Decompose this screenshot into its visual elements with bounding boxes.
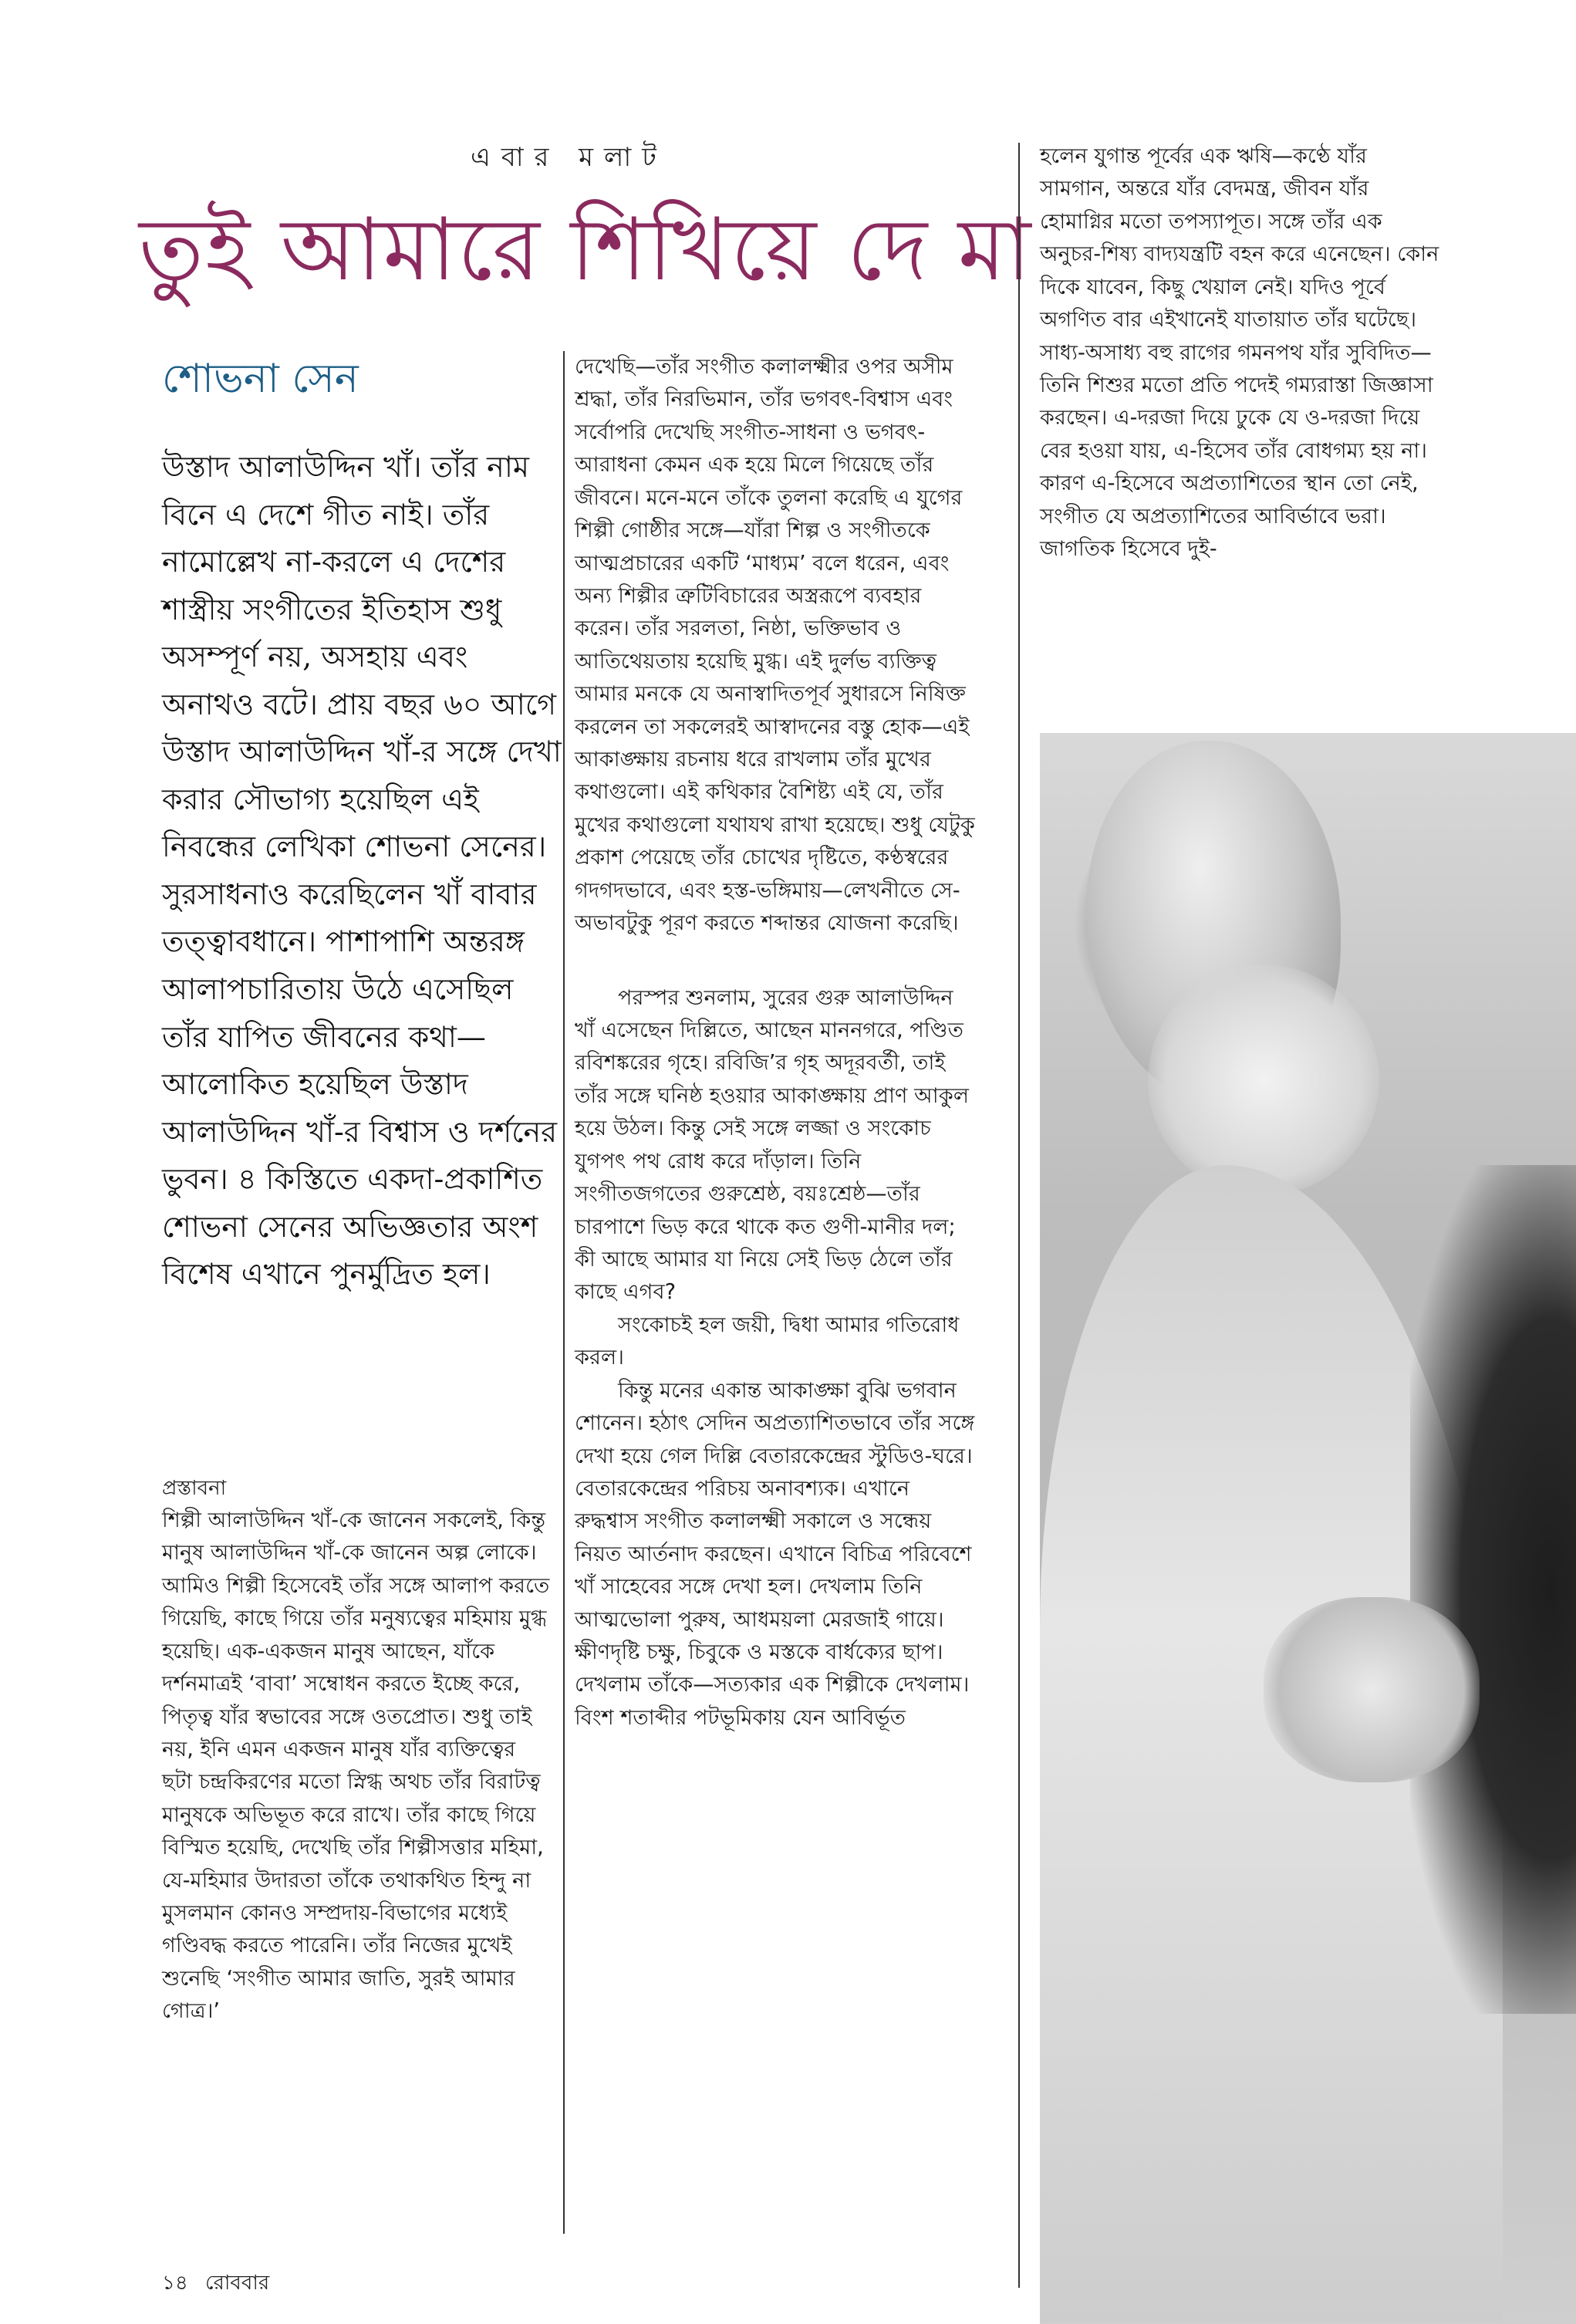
column-divider <box>1018 143 1020 2288</box>
column-2-paragraph-3: সংকোচই হল জয়ী, দ্বিধা আমার গতিরোধ করল। <box>575 1312 960 1370</box>
column-3-text <box>1040 140 1441 566</box>
photo-beard-shape <box>1148 964 1379 1196</box>
page-footer <box>162 2267 393 2301</box>
section-heading: প্রস্তাবনা <box>162 1477 227 1500</box>
portrait-photo <box>1040 733 1576 2324</box>
article-intro: উস্তাদ আলাউদ্দিন খাঁ। তাঁর নাম বিনে এ দেশে গীত নাই। তাঁর নামোল্লেখ না-করলে এ দেশের শাস্ত্রীয় সংগীতের ইতিহাস শুধু অসম্পূর্ণ নয়, অসহায় এবং অনাথও বটে। প্রায় বছর ৬০ আগে উস্তাদ আলাউদ্দিন খাঁ-র সঙ্গে দেখা করার সৌভাগ্য হয়েছিল এই নিবন্ধের লেখিকা শোভনা সেনের। সুরসাধনাও করেছিলেন খাঁ বাবার তত্ত্বাবধানে। পাশাপাশি অন্তরঙ্গ আলাপচারিতায় উঠে এসেছিল তাঁর যাপিত জীবনের কথা—আলোকিত হয়েছিল উস্তাদ আলাউদ্দিন খাঁ-র বিশ্বাস ও দর্শনের ভুবন। ৪ কিস্তিতে একদা-প্রকাশিত শোভনা সেনের অভিজ্ঞতার অংশ বিশেষ এখানে পুনর্মুদ্রিত হল। <box>162 450 562 1292</box>
article-title: তুই আমারে শিখিয়ে দে মা <box>139 200 1033 300</box>
column-3-paragraph: হলেন যুগান্ত পূর্বের এক ঋষি—কণ্ঠে যাঁর সামগান, অন্তরে যাঁর বেদমন্ত্র, জীবন যাঁর হোমাগ্নির মতো তপস্যাপূত। সঙ্গে তাঁর এক অনুচর-শিষ্য বাদ্যযন্ত্রটি বহন করে এনেছেন। কোন দিকে যাবেন, কিছু খেয়াল নেই। যদিও পূর্বে অগণিত বার এইখানেই যাতায়াত তাঁর ঘটেছে। সাধ্য-অসাধ্য বহু রাগের গমনপথ যাঁর সুবিদিত—তিনি শিশুর মতো প্রতি পদেই গম্যরাস্তা জিজ্ঞাসা করছেন। এ-দরজা দিয়ে ঢুকে যে ও-দরজা দিয়ে বের হওয়া যায়, এ-হিসেব তাঁর বোধগম্য হয় না। কারণ এ-হিসেবে অপ্রত্যাশিতের স্থান তো নেই, সংগীত যে অপ্রত্যাশিতের আবির্ভাবে ভরা। জাগতিক হিসেবে দুই- <box>1040 144 1439 562</box>
column-2-paragraph-4: কিন্তু মনের একান্ত আকাঙ্ক্ষা বুঝি ভগবান শোনেন। হঠাৎ সেদিন অপ্রত্যাশিতভাবে তাঁর সঙ্গে দেখা হয়ে গেল দিল্লি বেতারকেন্দ্রের স্টুডিও-ঘরে। বেতারকেন্দ্রের পরিচয় অনাবশ্যক। এখানে রুদ্ধশ্বাস সংগীত কলালক্ষ্মী সকালে ও সন্ধেয় নিয়ত আর্তনাদ করছেন। এখানে বিচিত্র পরিবেশে খাঁ সাহেবের সঙ্গে দেখা হল। দেখলাম তিনি আত্মভোলা পুরুষ, আধময়লা মেরজাই গায়ে। ক্ষীণদৃষ্টি চক্ষু, চিবুকে ও মস্তকে বার্ধক্যের ছাপ। দেখলাম তাঁকে—সত্যকার এক শিল্পীকে দেখলাম। বিংশ শতাব্দীর পটভূমিকায় যেন আবির্ভূত <box>575 1378 975 1730</box>
column-1-text <box>162 1505 552 2028</box>
section-kicker: এবার মলাট <box>471 142 667 173</box>
column-divider <box>563 351 565 2234</box>
photo-shadow-shape <box>1410 1165 1576 2014</box>
magazine-name: রোববার <box>205 2272 270 2295</box>
column-2-paragraph-1: দেখেছি—তাঁর সংগীত কলালক্ষ্মীর ওপর অসীম শ্রদ্ধা, তাঁর নিরভিমান, তাঁর ভগবৎ-বিশ্বাস এবং সর্বোপরি দেখেছি সংগীত-সাধনা ও ভগবৎ-আরাধনা কেমন এক হয়ে মিলে গিয়েছে তাঁর জীবনে। মনে-মনে তাঁকে তুলনা করেছি এ যুগের শিল্পী গোষ্ঠীর সঙ্গে—যাঁরা শিল্প ও সংগীতকে আত্মপ্রচারের একটি ‘মাধ্যম’ বলে ধরেন, এবং অন্য শিল্পীর ত্রুটিবিচারের অস্ত্ররূপে ব্যবহার করেন। তাঁর সরলতা, নিষ্ঠা, ভক্তিভাব ও আতিথেয়তায় হয়েছি মুগ্ধ। এই দুর্লভ ব্যক্তিত্ব আমার মনকে যে অনাস্বাদিতপূর্ব সুধারসে নিষিক্ত করলেন তা সকলেরই আস্বাদনের বস্তু হোক—এই আকাঙ্ক্ষায় রচনায় ধরে রাখলাম তাঁর মুখের কথাগুলো। এই কথিকার বৈশিষ্ট্য এই যে, তাঁর মুখের কথাগুলো যথাযথ রাখা হয়েছে। শুধু যেটুকু প্রকাশ পেয়েছে তাঁর চোখের দৃষ্টিতে, কণ্ঠস্বরের গদগদভাবে, এবং হস্ত-ভঙ্গিমায়—লেখনীতে সে-অভাবটুকু পূরণ করতে শব্দান্তর যোজনা করেছি। <box>575 355 975 936</box>
column-2-paragraph-2: পরস্পর শুনলাম, সুরের গুরু আলাউদ্দিন খাঁ এসেছেন দিল্লিতে, আছেন মাননগরে, পণ্ডিত রবিশঙ্করের গৃহে। রবিজি’র গৃহ অদূরবর্তী, তাই তাঁর সঙ্গে ঘনিষ্ঠ হওয়ার আকাঙ্ক্ষায় প্রাণ আকুল হয়ে উঠল। কিন্তু সেই সঙ্গে লজ্জা ও সংকোচ যুগপৎ পথ রোধ করে দাঁড়াল। তিনি সংগীতজগতের গুরুশ্রেষ্ঠ, বয়ঃশ্রেষ্ঠ—তাঁর চারপাশে ভিড় করে থাকে কত গুণী-মানীর দল; কী আছে আমার যা নিয়ে সেই ভিড় ঠেলে তাঁর কাছে এগব? <box>575 985 970 1305</box>
author-name: শোভনা সেন <box>162 356 359 402</box>
page-number: ১৪ <box>162 2272 188 2295</box>
column-1-paragraph: শিল্পী আলাউদ্দিন খাঁ-কে জানেন সকলেই, কিন্তু মানুষ আলাউদ্দিন খাঁ-কে জানেন অল্প লোকে। আমিও শিল্পী হিসেবেই তাঁর সঙ্গে আলাপ করতে গিয়েছি, কাছে গিয়ে তাঁর মনুষ্যত্বের মহিমায় মুগ্ধ হয়েছি। এক-একজন মানুষ আছেন, যাঁকে দর্শনমাত্রই ‘বাবা’ সম্বোধন করতে ইচ্ছে করে, পিতৃত্ব যাঁর স্বভাবের সঙ্গে ওতপ্রোত। শুধু তাই নয়, ইনি এমন একজন মানুষ যাঁর ব্যক্তিত্বের ছটা চন্দ্রকিরণের মতো স্নিগ্ধ অথচ তাঁর বিরাটত্ব মানুষকে অভিভূত করে রাখে। তাঁর কাছে গিয়ে বিস্মিত হয়েছি, দেখেছি তাঁর শিল্পীসত্তার মহিমা, যে-মহিমার উদারতা তাঁকে তথাকথিত হিন্দু না মুসলমান কোনও সম্প্রদায়-বিভাগের মধ্যেই গণ্ডিবদ্ধ করতে পারেনি। তাঁর নিজের মুখেই শুনেছি ‘সংগীত আমার জাতি, সুরই আমার গোত্র।’ <box>162 1508 550 2024</box>
column-2-text <box>575 351 976 1735</box>
photo-hand-shape <box>1264 1597 1480 1782</box>
